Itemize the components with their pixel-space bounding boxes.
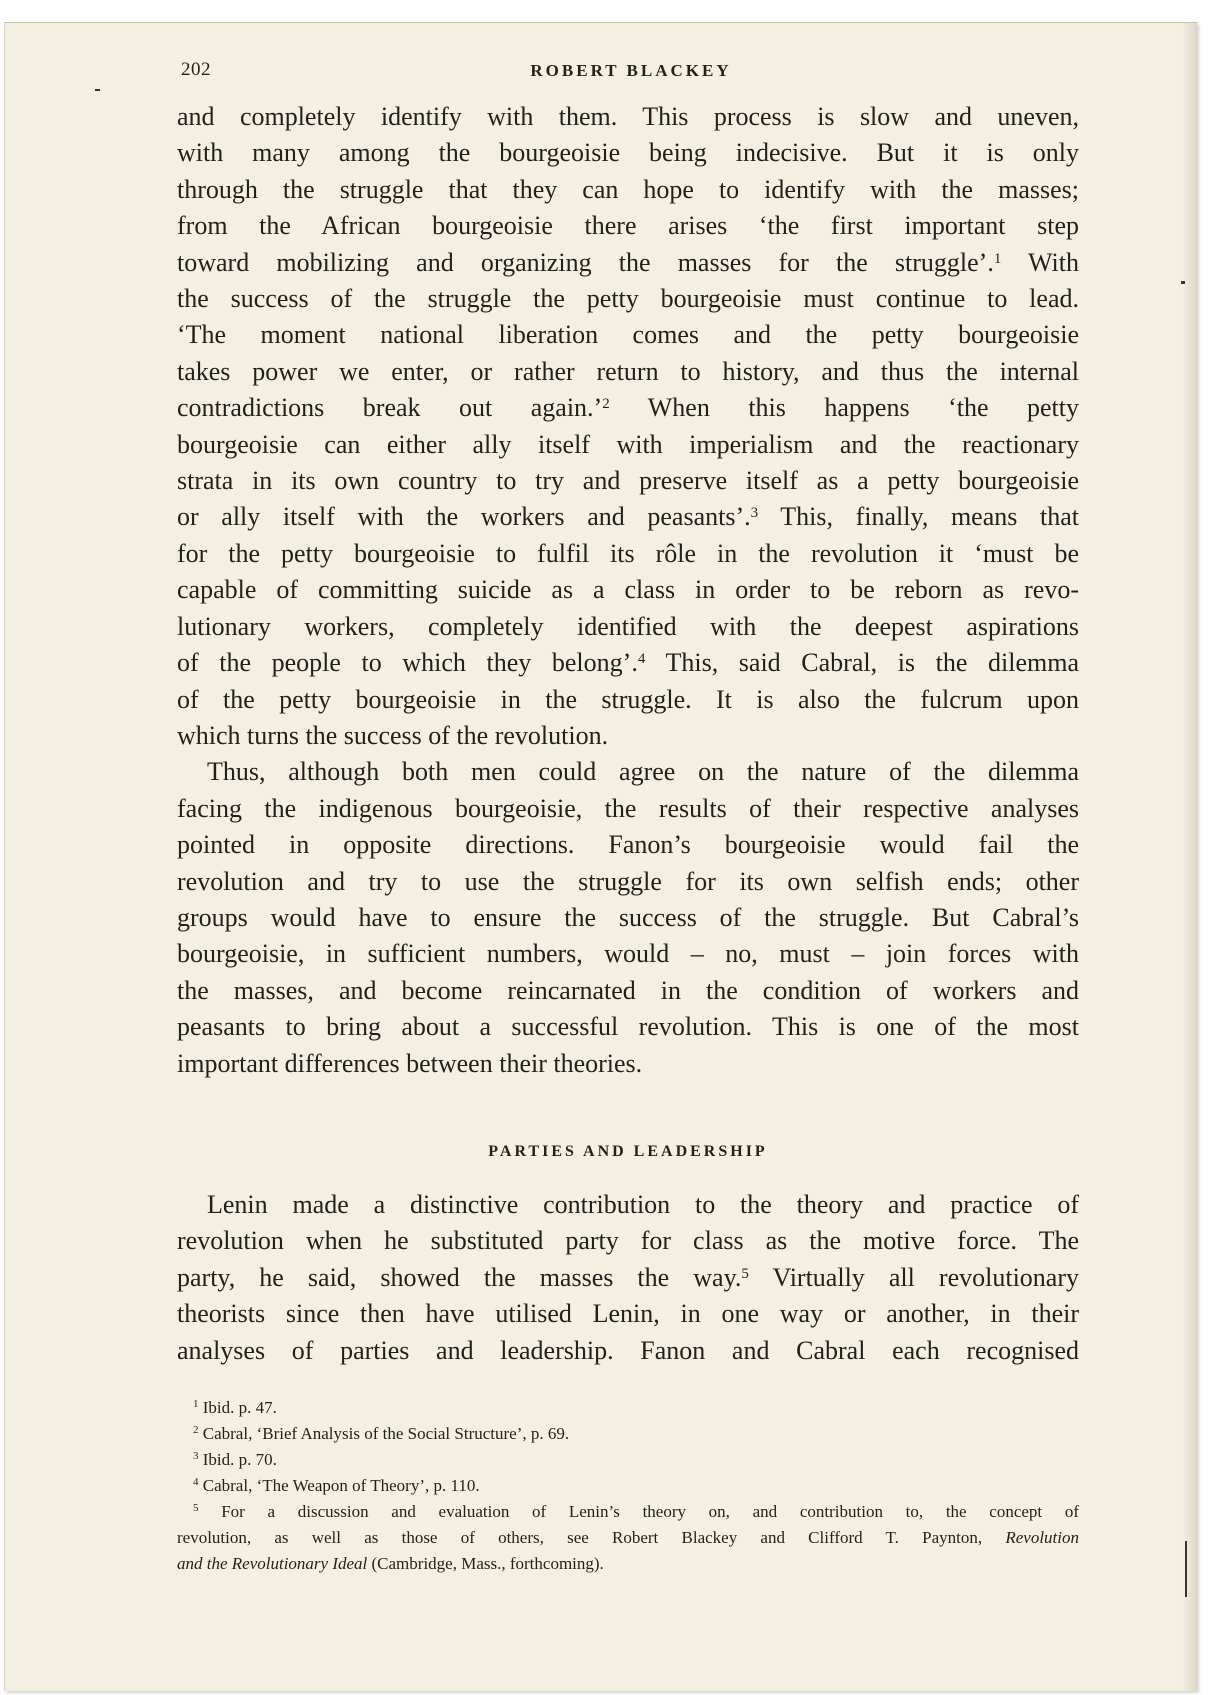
margin-tick-mark [95,89,100,91]
section-heading: PARTIES AND LEADERSHIP [488,1143,768,1160]
footnote-1 [177,1395,1079,1421]
footnote-marker: 4 [193,1476,199,1488]
text-line: from the African bourgeoisie there arises ‘the first important step [177,211,1079,241]
footnote-text: Cabral, ‘Brief Analysis of the Social Structure’, p. 69. [202,1424,570,1443]
text-line: facing the indigenous bourgeoisie, the results of their respective analyses [177,793,1079,823]
text-line: revolution when he substituted party for class as the motive force. The [177,1226,1079,1256]
footnote-text: Ibid. p. 47. [202,1398,277,1417]
text-line: Thus, although both men could agree on the nature of the dilemma [207,757,1079,787]
footnotes [177,1395,1079,1577]
text-line: important differences between their theories. [177,1048,643,1078]
footnote-ref: 5 [741,1265,749,1282]
footnote-3 [177,1447,1079,1473]
page-edge-shadow [1183,23,1197,1691]
text-segment: When this happens ‘the petty [609,393,1079,423]
text-segment: of the people to which they belong’. [177,648,638,678]
running-head [181,41,1081,80]
text-segment: toward mobilizing and organizing the masses for the struggle’. [177,247,994,277]
paragraph-3 [177,1187,1079,1369]
text-line: groups would have to ensure the success of the struggle. But Cabral’s [177,902,1079,932]
text-line: ‘The moment national liberation comes and the petty bourgeoisie [177,320,1079,350]
footnote-marker: 1 [193,1398,199,1410]
text-segment: Virtually all revolutionary [748,1262,1079,1292]
text-line: the masses, and become reincarnated in the condition of workers and [177,975,1079,1005]
text-line [177,1260,1079,1296]
text-segment: With [1001,247,1079,277]
footnote-5-continued [177,1525,1079,1551]
footnote-5-continued [177,1551,1079,1577]
page-number: 202 [181,59,211,80]
text-line: revolution and try to use the struggle for its own selfish ends; other [177,866,1079,896]
paragraph-2 [177,754,1079,1082]
footnote-ref: 4 [637,651,646,668]
footnote-ref: 3 [750,505,759,522]
footnote-ref: 1 [993,250,1002,267]
text-line: lutionary workers, completely identified with the deepest aspirations [177,611,1079,641]
footnote-text: (Cambridge, Mass., forthcoming). [367,1554,604,1573]
text-segment: or ally itself with the workers and peasants’. [177,502,751,532]
text-segment: contradictions break out again.’ [177,393,603,423]
text-line: bourgeoisie can either ally itself with imperialism and the reactionary [177,429,1079,459]
text-line: takes power we enter, or rather return to history, and thus the internal [177,356,1079,386]
footnote-5 [177,1499,1079,1525]
margin-tick-mark [1181,281,1185,284]
footnote-text: Cabral, ‘The Weapon of Theory’, p. 110. [202,1476,480,1495]
text-line: Lenin made a distinctive contribution to the theory and practice of [207,1190,1079,1219]
body-paragraphs [177,99,1079,1082]
text-line: for the petty bourgeoisie to fulfil its rôle in the revolution it ‘must be [177,538,1079,568]
text-line: through the struggle that they can hope to identify with the masses; [177,174,1079,204]
text-line [177,499,1079,535]
page-sheet [4,22,1197,1691]
text-line: strata in its own country to try and preserve itself as a petty bourgeoisie [177,466,1079,496]
footnote-ref: 2 [602,396,610,413]
footnote-marker: 2 [193,1424,199,1436]
footnote-text: Ibid. p. 70. [202,1450,277,1469]
footnote-text: For a discussion and evaluation of Lenin’s theory on, and contribution to, the concept of [221,1502,1080,1521]
footnote-title: and the Revolutionary Ideal [177,1554,368,1573]
text-line: analyses of parties and leadership. Fanon and Cabral each recognised [177,1335,1079,1365]
text-line: with many among the bourgeoisie being indecisive. But it is only [177,138,1079,168]
text-line: which turns the success of the revolution. [177,720,609,750]
text-line: and completely identify with them. This process is slow and uneven, [177,102,1079,131]
text-line [177,645,1079,681]
edge-ink-mark [1185,1541,1187,1597]
text-line: pointed in opposite directions. Fanon’s bourgeoisie would fail the [177,830,1079,860]
text-line: capable of committing suicide as a class in order to be reborn as revo- [177,575,1079,605]
footnote-4 [177,1473,1079,1499]
text-segment: This, said Cabral, is the dilemma [645,648,1079,678]
text-line: the success of the struggle the petty bourgeoisie must continue to lead. [177,284,1079,314]
footnote-marker: 5 [193,1502,199,1514]
text-line [177,390,1079,426]
paragraph-1 [177,99,1079,754]
footnote-marker: 3 [193,1450,199,1462]
footnote-title: Revolution [1005,1528,1079,1547]
text-line: of the petty bourgeoisie in the struggle. It is also the fulcrum upon [177,684,1079,714]
text-segment: party, he said, showed the masses the way. [177,1262,742,1292]
running-head-author: ROBERT BLACKEY [530,61,732,80]
footnote-2 [177,1421,1079,1447]
footnote-text: revolution, as well as those of others, see Robert Blackey and Clifford T. Paynton, [177,1528,1006,1547]
text-segment: This, finally, means that [758,502,1079,532]
text-line [177,245,1079,281]
text-line: peasants to bring about a successful revolution. This is one of the most [177,1012,1079,1042]
text-line: bourgeoisie, in sufficient numbers, would – no, must – join forces with [177,939,1079,969]
text-line: theorists since then have utilised Lenin, in one way or another, in their [177,1299,1079,1329]
